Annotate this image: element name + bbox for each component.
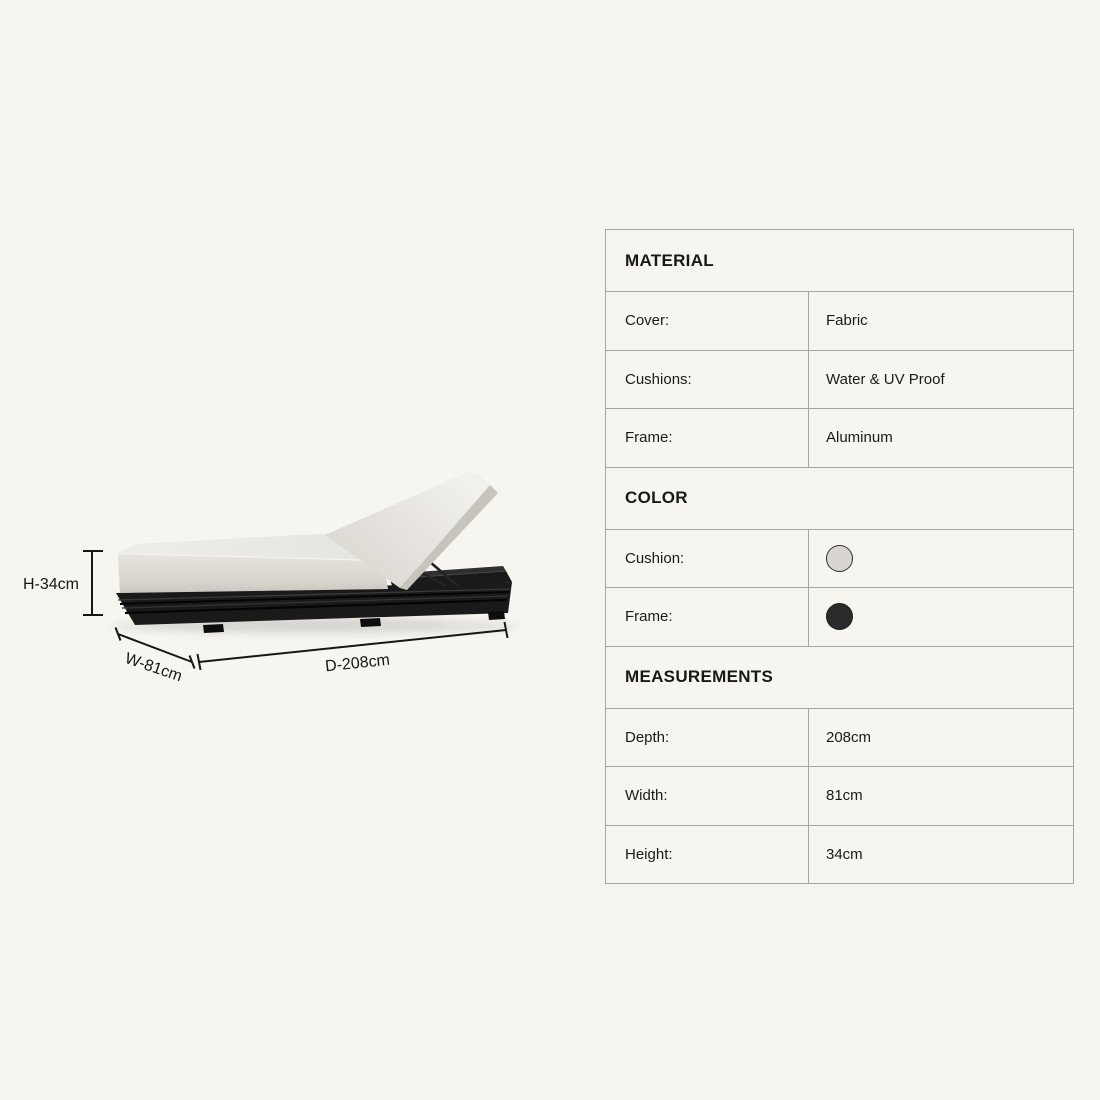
- section-header-material: MATERIAL: [606, 230, 1073, 292]
- height-dimension-label: H-34cm: [22, 576, 79, 593]
- section-color: [606, 468, 1073, 647]
- section-header-measurements: MEASUREMENTS: [606, 647, 1073, 709]
- row-value: 208cm: [826, 728, 872, 746]
- row-label: Cushion:: [606, 530, 809, 588]
- table-row: [606, 530, 1073, 589]
- frame-color-swatch: [826, 603, 853, 630]
- table-row: [606, 292, 1073, 351]
- section-header-color: COLOR: [606, 468, 1073, 530]
- row-label: Width:: [606, 767, 809, 825]
- table-row: [606, 767, 1073, 826]
- row-value: [809, 530, 1073, 588]
- chaise-lounge-svg: [0, 440, 580, 740]
- section-measurements: [606, 647, 1073, 884]
- chaise-lounge-illustration: [0, 440, 580, 740]
- row-label: Height:: [606, 826, 809, 884]
- depth-dimension-label: D-208cm: [324, 651, 391, 676]
- table-row: [606, 351, 1073, 410]
- row-label: Frame:: [606, 588, 809, 646]
- cushion-color-swatch: [826, 545, 853, 572]
- width-dimension-label: W-81cm: [122, 650, 185, 686]
- row-value: 81cm: [826, 787, 863, 805]
- row-value: [809, 588, 1073, 646]
- row-value: Fabric: [826, 312, 868, 330]
- section-material: [606, 230, 1073, 468]
- row-value: Water & UV Proof: [826, 370, 945, 388]
- table-row: [606, 409, 1073, 468]
- row-label: Frame:: [606, 409, 809, 467]
- row-value: Aluminum: [826, 429, 893, 447]
- table-row: [606, 826, 1073, 884]
- row-label: Cover:: [606, 292, 809, 350]
- row-value: 34cm: [826, 845, 863, 863]
- table-row: [606, 588, 1073, 647]
- table-row: [606, 709, 1073, 768]
- spec-table: [605, 229, 1074, 884]
- row-label: Depth:: [606, 709, 809, 767]
- height-dimension: [83, 551, 103, 615]
- row-label: Cushions:: [606, 351, 809, 409]
